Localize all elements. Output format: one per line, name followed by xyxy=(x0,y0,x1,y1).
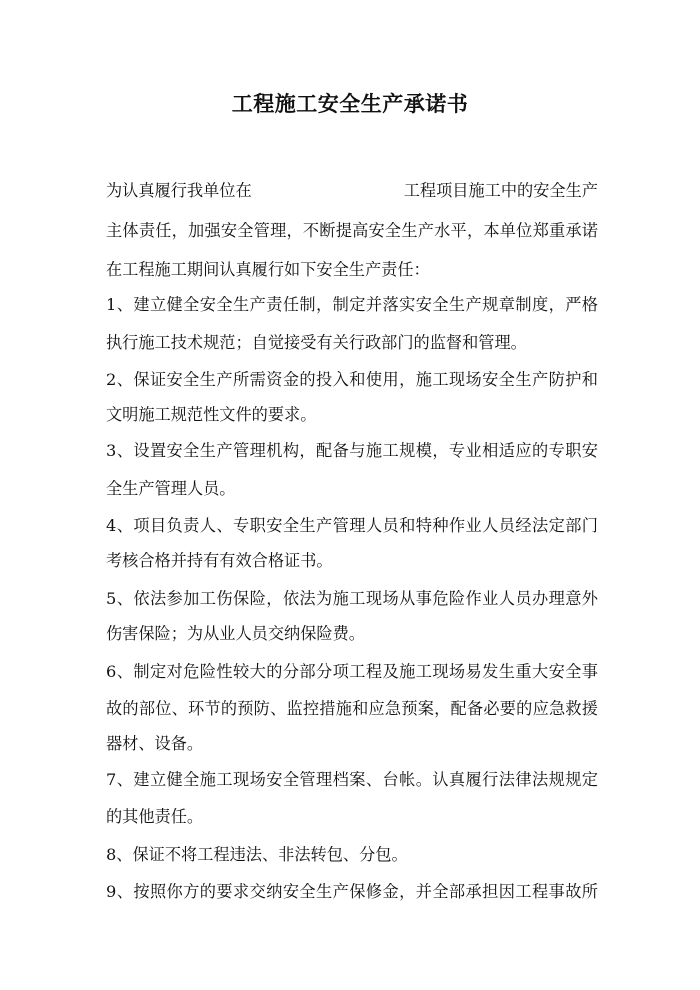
item-7-line-2: 的其他责任。 xyxy=(106,807,204,826)
document-title: 工程施工安全生产承诺书 xyxy=(231,91,469,116)
item-4-line-1: 4、项目负责人、专职安全生产管理人员和特种作业人员经法定部门 xyxy=(106,516,598,535)
intro-line-2: 主体责任，加强安全管理，不断提高安全生产水平，本单位郑重承诺 xyxy=(106,221,598,240)
item-9-line-1: 9、按照你方的要求交纳安全生产保修金，并全部承担因工程事故所 xyxy=(106,882,598,901)
item-7-line-1: 7、建立健全施工现场安全管理档案、台帐。认真履行法律法规规定 xyxy=(106,770,598,789)
intro-line-1 xyxy=(106,181,598,201)
item-4-line-2: 考核合格并持有有效合格证书。 xyxy=(106,551,333,570)
intro-line-3: 在工程施工期间认真履行如下安全生产责任： xyxy=(106,260,430,279)
item-3-line-1: 3、设置安全生产管理机构，配备与施工规模，专业相适应的专职安 xyxy=(106,441,598,460)
item-5-line-1: 5、依法参加工伤保险，依法为施工现场从事危险作业人员办理意外 xyxy=(106,589,598,608)
item-2-line-1: 2、保证安全生产所需资金的投入和使用，施工现场安全生产防护和 xyxy=(106,370,598,389)
intro-line-1-part-1: 为认真履行我单位在 xyxy=(106,181,252,200)
intro-line-1-part-2: 工程项目施工中的安全生产 xyxy=(403,181,598,200)
item-6-line-3: 器材、设备。 xyxy=(106,734,204,753)
item-6-line-1: 6、制定对危险性较大的分部分项工程及施工现场易发生重大安全事 xyxy=(106,662,598,681)
item-3-line-2: 全生产管理人员。 xyxy=(106,479,236,498)
item-5-line-2: 伤害保险；为从业人员交纳保险费。 xyxy=(106,624,365,643)
project-name-blank xyxy=(264,181,392,201)
item-2-line-2: 文明施工规范性文件的要求。 xyxy=(106,405,317,424)
item-8-line-1: 8、保证不将工程违法、非法转包、分包。 xyxy=(106,845,408,864)
item-1-line-1: 1、建立健全安全生产责任制，制定并落实安全生产规章制度，严格 xyxy=(106,295,598,314)
item-1-line-2: 执行施工技术规范；自觉接受有关行政部门的监督和管理。 xyxy=(106,333,527,352)
item-6-line-2: 故的部位、环节的预防、监控措施和应急预案，配备必要的应急救援 xyxy=(106,699,598,718)
